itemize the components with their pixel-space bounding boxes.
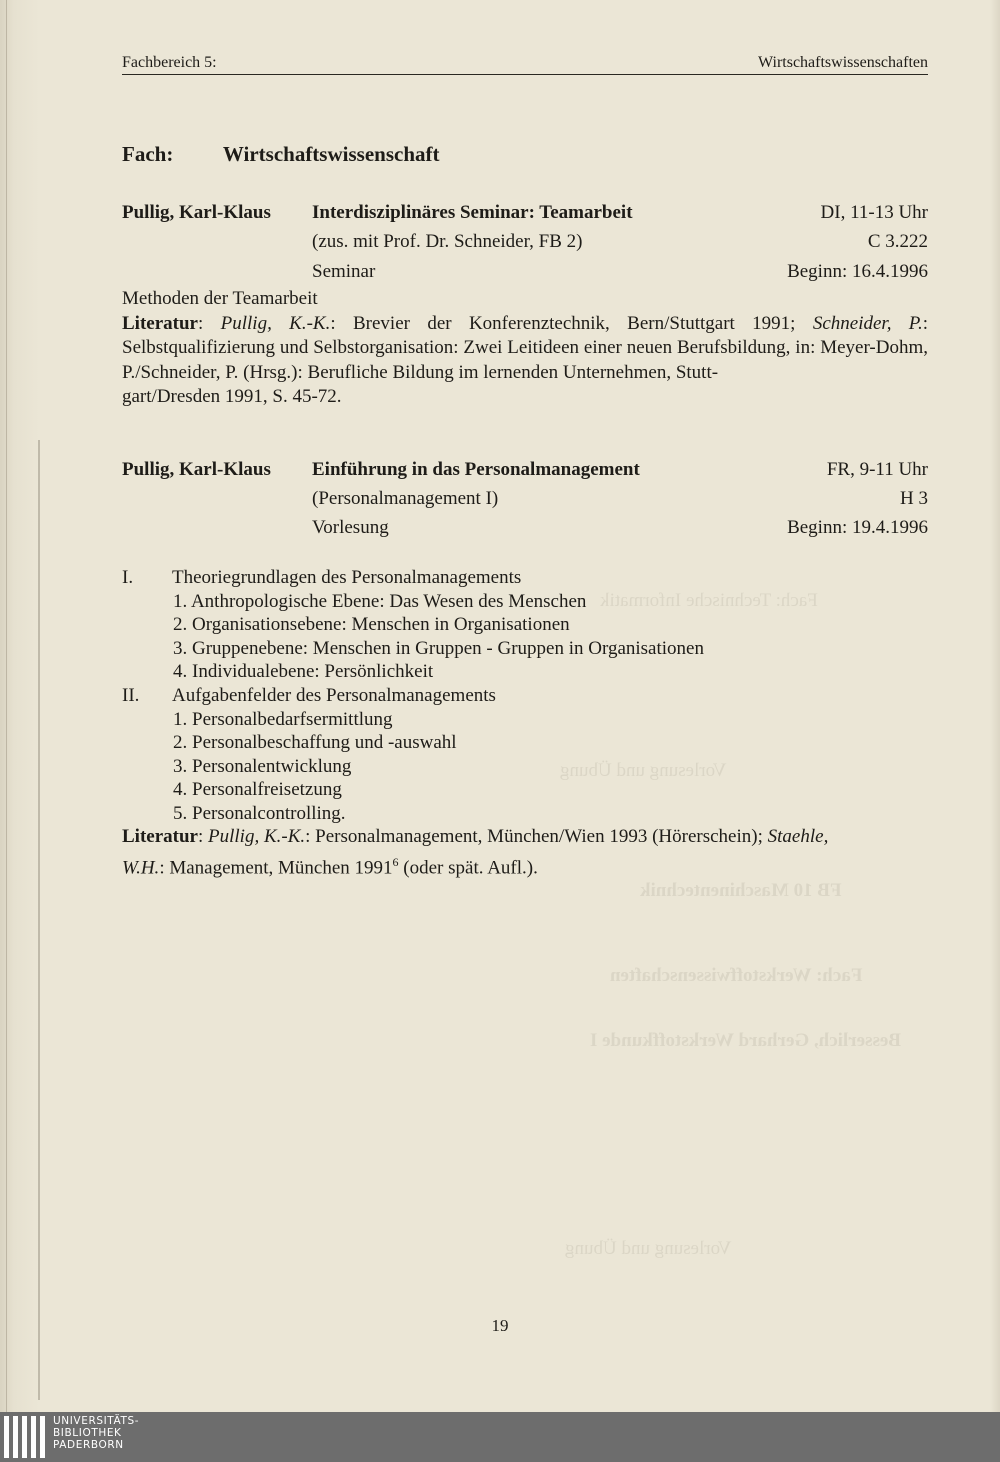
page-edge <box>6 0 7 1412</box>
course1-literature: Literatur: Pullig, K.-K.: Brevier der Konferenztechnik, Bern/Stuttgart 1991; Schneider, P.: Selbstqualifizierung und Selbstorganisation: Zwei Leitideen einer neuen Berufsbildung, in: Meyer-Dohm, P./Schneider, P. (Hrsg.): Berufliche Bildung im lernenden Unternehmen, Stutt- <box>122 312 928 383</box>
course2-title: Einführung in das Personalmanagement <box>312 459 640 480</box>
bleed-through: Vorlesung und Übung <box>565 1238 732 1259</box>
course1-time: DI, 11-13 Uhr <box>820 202 928 223</box>
lit-author: Schneider, P. <box>812 312 923 334</box>
page-number: 19 <box>491 1316 509 1335</box>
lit-author: Pullig, K.-K. <box>220 312 331 334</box>
course2-room: H 3 <box>900 488 928 509</box>
course1-room: C 3.222 <box>867 231 928 252</box>
bleed-through: Besserlich, Gerhard Werkstoffkunde I <box>590 1030 902 1051</box>
binding-gutter <box>38 440 40 1400</box>
lit-text: : Selbstqualifizierung und Selbstorganisation: Zwei Leitideen einer neuen Berufsbildung, in: Meyer-Dohm, P./Schneider, P. (Hrsg.): Berufliche Bildung im lernenden Unternehmen, Stutt- <box>122 312 928 383</box>
lit-author: Staehle, <box>767 826 829 847</box>
lit-text: : Brevier der Konferenztechnik, Bern/Stuttgart 1991; <box>330 312 813 334</box>
library-logo-icon <box>4 1416 46 1458</box>
subject-heading <box>122 142 439 167</box>
literature-label: Literatur <box>122 826 198 847</box>
outline-item: 1. Personalbedarfsermittlung <box>173 708 393 730</box>
outline-section-title: Aufgabenfelder des Personalmanagements <box>172 684 496 706</box>
lit-text: (oder spät. Aufl.). <box>398 856 538 878</box>
lit-author: Pullig, K.-K. <box>208 826 306 847</box>
course2-row2 <box>122 488 928 516</box>
lit-text: : Personalmanagement, München/Wien 1993 (Hörerschein); <box>305 826 768 847</box>
outline-item: 4. Personalfreisetzung <box>173 779 342 801</box>
lit-edition-superscript: 6 <box>392 854 399 869</box>
outline-section-number: I. <box>122 567 134 588</box>
outline-item: 3. Gruppenebene: Menschen in Gruppen - Gruppen in Organisationen <box>173 637 704 659</box>
course1-row1 <box>122 202 928 230</box>
course1-row3 <box>122 261 928 289</box>
lit-text: : Management, München 1991 <box>159 856 393 878</box>
course2-row3 <box>122 517 928 545</box>
course2-time: FR, 9-11 Uhr <box>826 459 928 480</box>
outline-section <box>122 684 928 708</box>
header-department: Fachbereich 5: <box>122 54 217 71</box>
lit-author: W.H. <box>122 856 160 878</box>
course1-description-block <box>122 287 928 410</box>
course2-literature <box>122 825 928 880</box>
library-name-line2: BIBLIOTHEK <box>53 1427 122 1439</box>
course2-literature-line2 <box>122 850 928 881</box>
library-name-line3: PADERBORN <box>53 1439 124 1451</box>
literature-label: Literatur <box>122 312 198 334</box>
outline-item: 3. Personalentwicklung <box>173 755 352 777</box>
lit-text-end: gart/Dresden 1991, S. 45-72. <box>122 386 342 407</box>
outline-section-title: Theoriegrundlagen des Personalmanagements <box>172 567 522 588</box>
course1-title: Interdisziplinäres Seminar: Teamarbeit <box>312 202 633 223</box>
header-faculty: Wirtschaftswissenschaften <box>758 54 928 71</box>
course2-subtitle: (Personalmanagement I) <box>312 488 499 509</box>
course2-type: Vorlesung <box>312 517 389 538</box>
course1-subtitle: (zus. mit Prof. Dr. Schneider, FB 2) <box>312 231 583 252</box>
running-header <box>122 52 928 75</box>
course1-row2 <box>122 231 928 259</box>
library-footer <box>0 1412 1000 1462</box>
course2-lecturer: Pullig, Karl-Klaus <box>122 459 271 480</box>
bleed-through: Vorlesung und Übung <box>560 760 727 781</box>
course1-type: Seminar <box>312 261 376 282</box>
outline-item: 2. Personalbeschaffung und -auswahl <box>173 732 457 754</box>
course2-outline <box>122 566 928 826</box>
library-name-line1: UNIVERSITÄTS- <box>53 1415 140 1427</box>
bleed-through: Fach: Technische Informatik <box>600 590 818 611</box>
course2-literature-line1: Literatur: Pullig, K.-K.: Personalmanagement, München/Wien 1993 (Hörerschein); Staehle, <box>122 826 829 847</box>
outline-section <box>122 566 928 590</box>
course2-start: Beginn: 19.4.1996 <box>787 517 928 538</box>
bleed-through: FB 10 Maschinentechnik <box>640 880 842 901</box>
bleed-through: Fach: Werkstoffwissenschaften <box>610 965 863 986</box>
outline-item: 4. Individualebene: Persönlichkeit <box>173 661 434 683</box>
outline-item: 2. Organisationsebene: Menschen in Organisationen <box>173 614 570 636</box>
subject-value: Wirtschaftswissenschaft <box>222 142 440 166</box>
course1-lecturer: Pullig, Karl-Klaus <box>122 202 271 223</box>
course2-row1 <box>122 459 928 487</box>
subject-label: Fach: <box>122 142 174 166</box>
library-logo-text <box>53 1415 139 1451</box>
outline-section-number: II. <box>122 684 140 706</box>
outline-item: 1. Anthropologische Ebene: Das Wesen des Menschen <box>173 590 587 612</box>
course1-description: Methoden der Teamarbeit <box>122 288 318 309</box>
course1-start: Beginn: 16.4.1996 <box>787 261 928 282</box>
outline-item: 5. Personalcontrolling. <box>173 802 346 824</box>
